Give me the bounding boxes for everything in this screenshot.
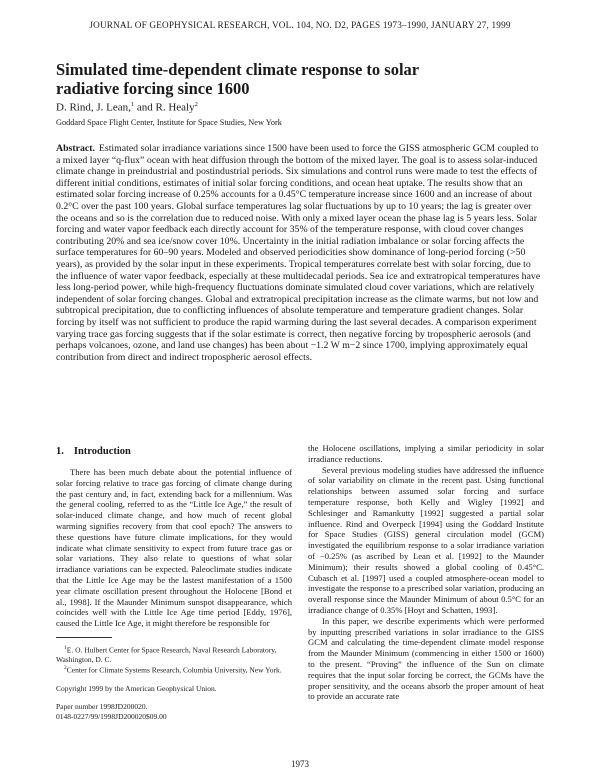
paper-title: Simulated time-dependent climate response to solar radiative forcing since 1600 [56,60,419,98]
paper-number: Paper number 1998JD200020. [56,702,148,712]
section-heading [56,446,292,457]
issn-code: 0148-0227/99/1998JD200020$09.00 [56,711,167,721]
footnote-2 [56,664,292,675]
section-title: Introduction [73,446,131,457]
page-number: 1973 [291,759,309,769]
running-head: JOURNAL OF GEOPHYSICAL RESEARCH, VOL. 104, NO. D2, PAGES 1973–1990, JANUARY 27, 1999 [89,20,511,30]
footnote-divider [56,637,112,638]
abstract-label: Abstract. [56,143,95,154]
intro-paragraph-3: In this paper, we describe experiments which were performed by inputting prescribed variations in solar irradiance to the GISS GCM and calculating the time-dependent climate model response from the Maunder Minimum (commencing in either 1500 or 1600) to the present. “Proving” the influence of the Sun on climate requires that the input solar forcing be correct, the GCMs have the proper sensitivity, and the oceans absorb the proper amount of heat to provide an accurate rate [308,615,544,702]
abstract-text: Estimated solar irradiance variations since 1500 have been used to force the GISS atmospheric GCM coupled to a mixed layer “q-flux” ocean with heat diffusion through the bottom of the mixed layer. The goal is to assess solar-induced climate change in preindustrial and postindustrial periods. Six simulations and control runs were made to test the effects of different initial conditions, estimates of initial solar forcing conditions, and ocean heat uptake. The results show that an estimated solar forcing increase of 0.25% accounts for a 0.45°C temperature increase since 1600 and an increase of about 0.2°C over the past 100 years. Global surface temperatures lag solar fluctuations by up to 10 years; the lag is greater over the oceans and so is the correlation due to reduced noise. With only a mixed layer ocean the phase lag is 5 years less. Solar forcing and water vapor feedback each directly account for 35% of the temperature response, with cloud cover changes contributing 20% and sea ice/snow cover 10%. Uncertainty in the initial radiation imbalance or solar forcing affects the surface temperatures for 60–90 years. Modeled and observed periodicities show dominance of long-period forcing (>50 years), as provided by the solar input in these experiments. Tropical temperatures correlate best with solar forcing, due to the influence of water vapor feedback, especially at these multidecadal periods. Sea ice and extratropical temperatures have less long-period power, while high-frequency fluctuations dominate simulated cloud cover variations, which are relatively independent of solar forcing changes. Global and extratropical precipitation increase as the climate warms, but not low and subtropical precipitation, due to conflicting influences of absolute temperature and temperature gradient changes. Solar forcing by itself was not sufficient to produce the rapid warming during the last several decades. A comparison experiment varying trace gas forcing suggests that if the solar estimate is correct, then negative forcing by tropospheric aerosols (and perhaps volcanoes, ozone, and land use changes) has been about −1.2 W m−2 since 1700, implying approximately equal contribution from direct and indirect tropospheric aerosol effects. [56,143,541,363]
footnote-1-text: E. O. Hulbert Center for Space Research, Naval Research Laboratory, Washington, D. C. [56,645,277,664]
copyright-notice: Copyright 1999 by the American Geophysical Union. [56,684,217,694]
footnote-1 [56,644,292,664]
footnote-2-mark: 2 [64,665,67,672]
right-column [308,443,544,702]
intro-paragraph-1: There has been much debate about the potential influence of solar forcing relative to trace gas forcing of climate change during the past century and, in fact, extending back for a millennium. Was the general cooling, referred to as the “Little Ice Age,” the result of solar-induced climate change, and how much of recent global warming signifies recovery from that cool epoch? The answers to these questions have future climate implications, for they would indicate what climate sensitivity to expect from future trace gas or solar variations. They also relate to questions of what solar irradiance variations can be expected. Paleoclimate studies indicate that the Little Ice Age may be the lastest manifestation of a 1500 year climate oscillation present throughout the Holocene [Bond et al., 1998]. If the Maunder Minimum sunspot disappearance, which coincides well with the Little Ice Age time period [Eddy, 1976], caused the Little Ice Age, it might therefore be responsible for [56,467,292,629]
intro-paragraph-continued: the Holocene oscillations, implying a similar periodicity in solar irradiance reductions. [308,443,544,464]
author-lean: J. Lean, [96,101,131,114]
footnote-2-text: Center for Climate Systems Research, Columbia University, New York. [66,665,282,675]
section-number: 1. [56,446,64,457]
author-healy: and R. Healy [134,101,195,114]
author-list [56,101,198,114]
intro-paragraph-2: Several previous modeling studies have addressed the influence of solar variability on climate in the recent past. Using functional relationships between assumed solar forcing and surface temperature response, both Kelly and Wigley [1992] and Schlesinger and Ramankutty [1992] suggested a partial solar influence. Rind and Overpeck [1994] using the Goddard Institute for Space Studies (GISS) general circulation model (GCM) investigated the equilibrium response to a solar irradiance variation of −0.25% (as ascribed by Lean et al. [1992] to the Maunder Minimum); their results showed a global cooling of 0.45°C. Cubasch et al. [1997] used a coupled atmosphere-ocean model to investigate the response to a prescribed solar variation, producing an overall response since the Maunder Minimum of about 0.5°C for an irradiance change of 0.35% [Hoyt and Schatten, 1993]. [308,464,544,615]
abstract [56,143,544,363]
left-column [56,446,292,721]
author-lean-affil-mark: 1 [130,101,135,108]
footnote-1-mark: 1 [64,644,67,651]
author-healy-affil-mark: 2 [194,101,198,108]
author-rind: D. Rind, [56,101,97,114]
affiliation: Goddard Space Flight Center, Institute for Space Studies, New York [56,118,282,127]
